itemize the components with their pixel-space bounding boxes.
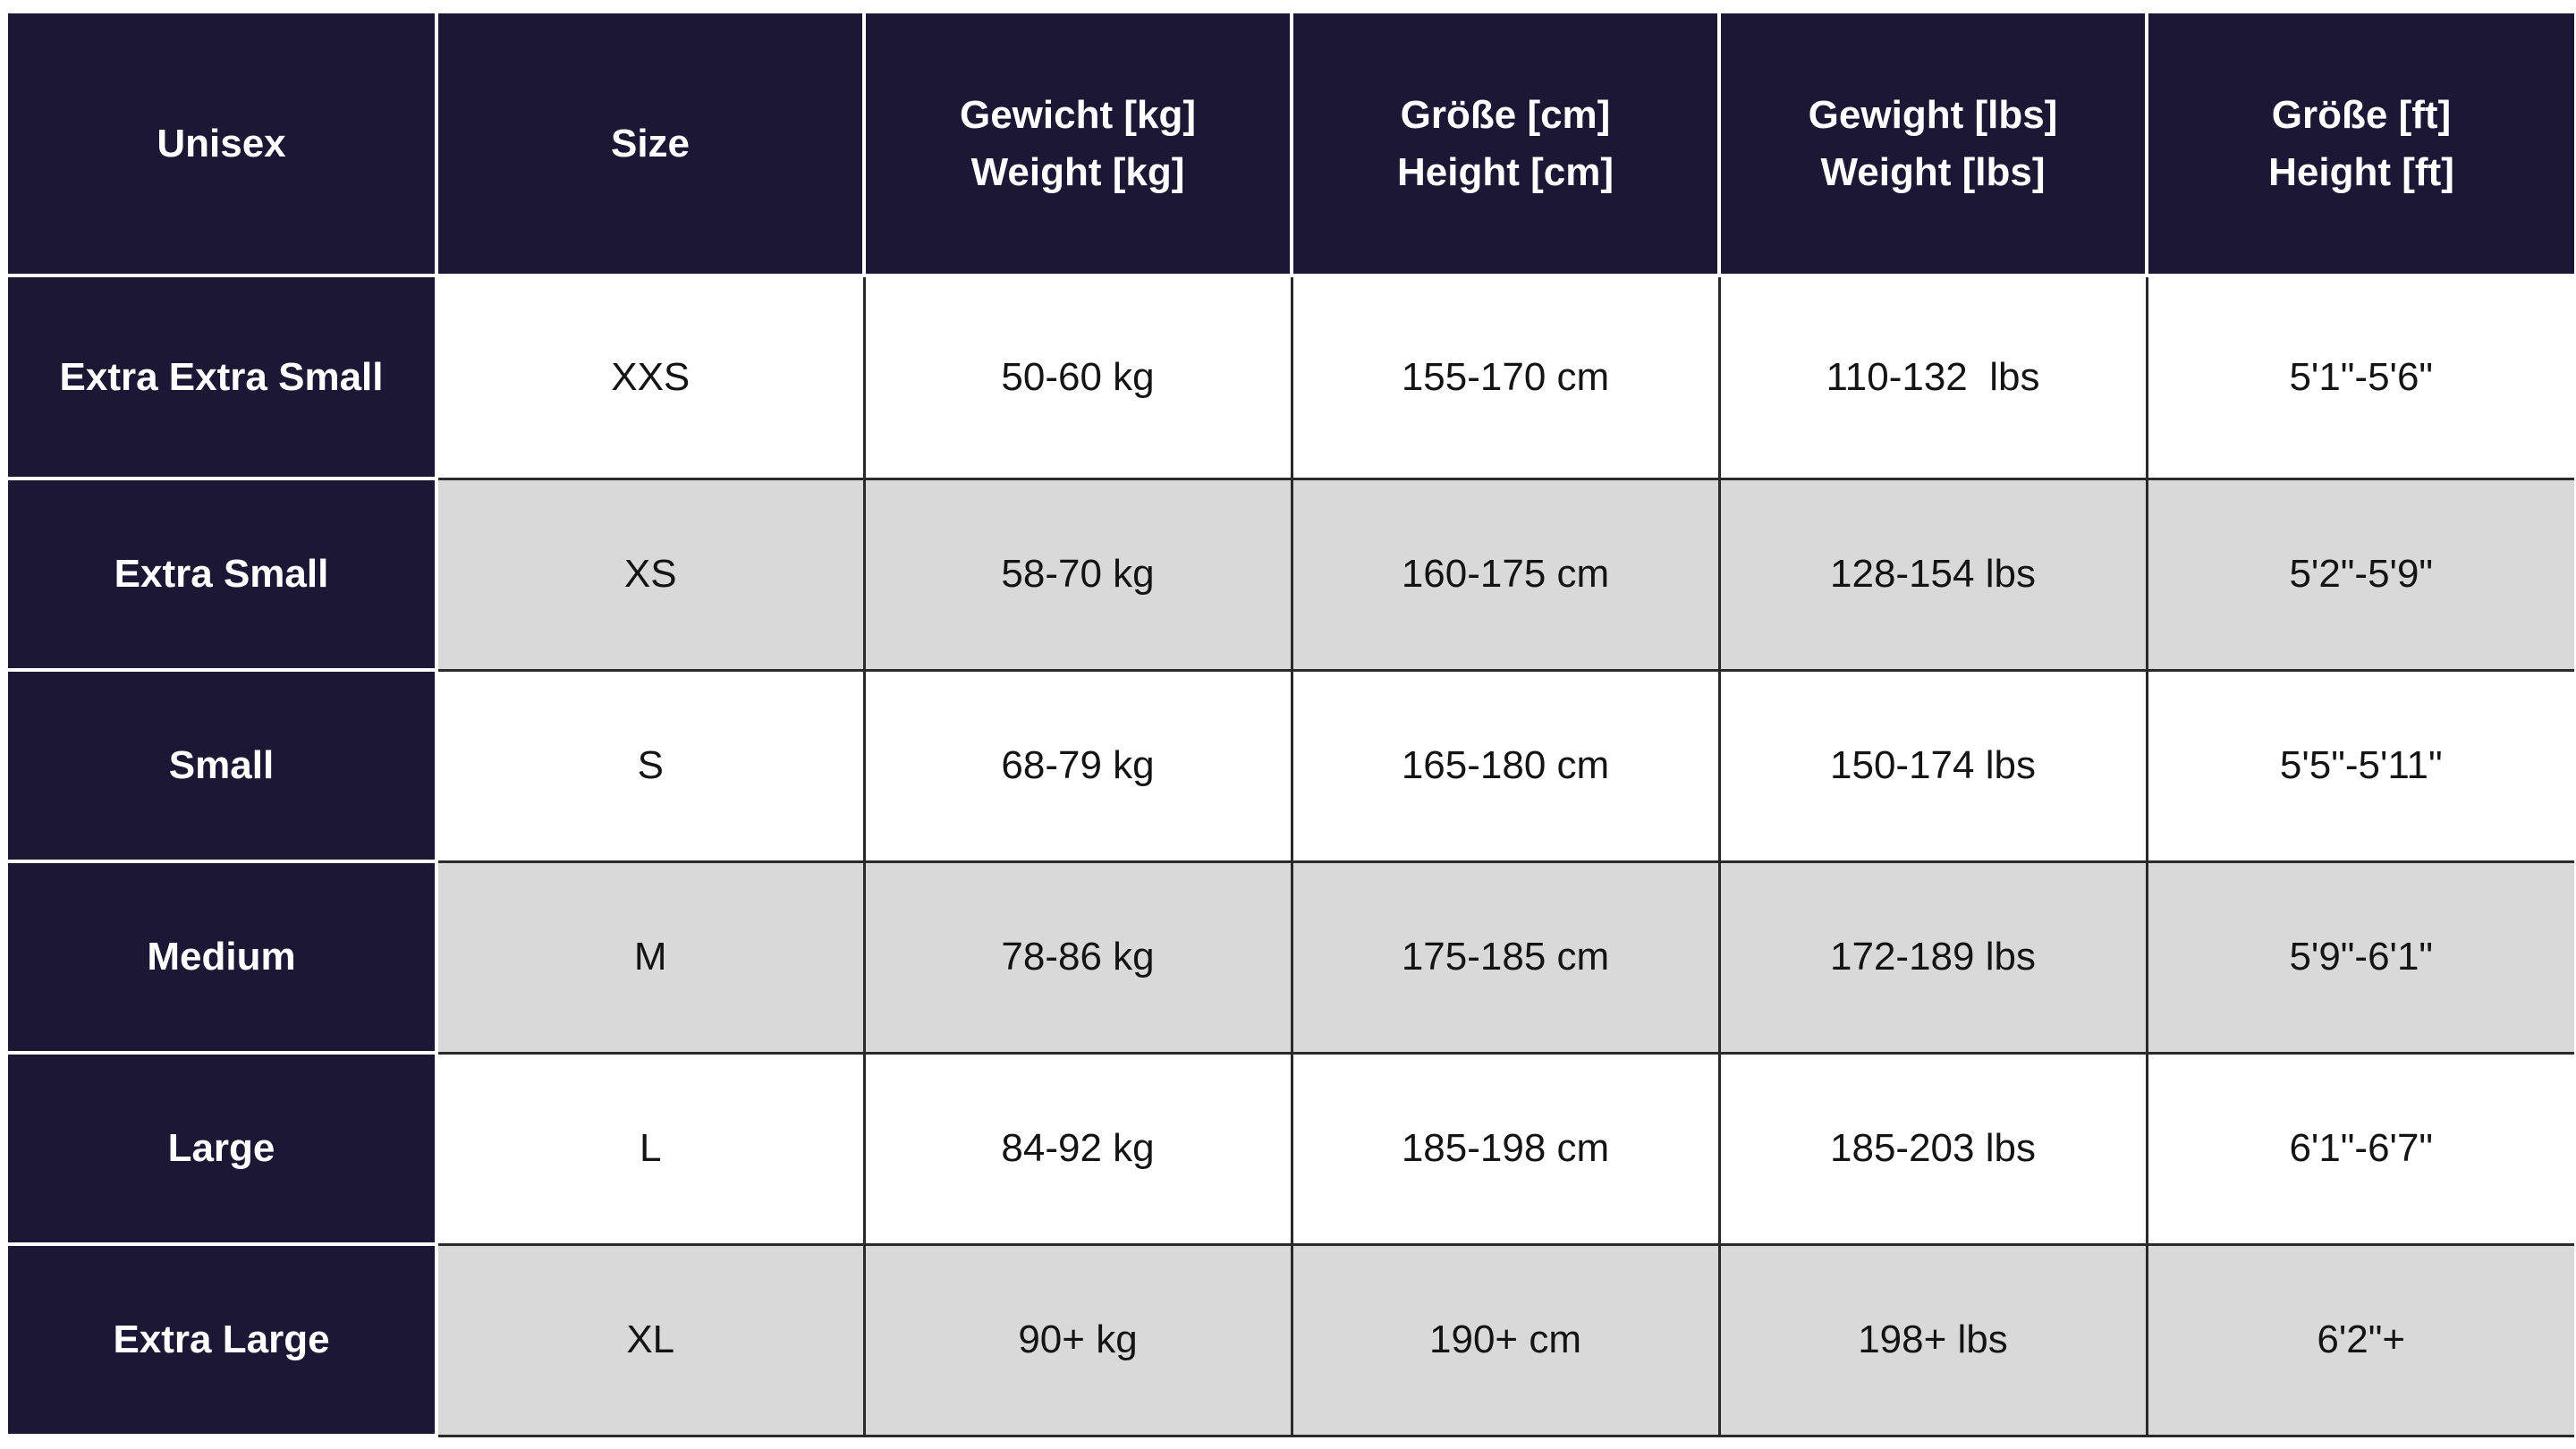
table-row: [8, 861, 2574, 1053]
height-cm-cell: 160-175 cm: [1292, 479, 1719, 670]
header-row: [8, 13, 2574, 275]
header-line: Unisex: [157, 121, 286, 165]
height-ft-cell: 5'9"-6'1": [2147, 861, 2574, 1053]
header-line-de: Größe [cm]: [1400, 92, 1611, 137]
header-line-de: Gewicht [kg]: [959, 92, 1197, 137]
size-code-cell: XXS: [436, 275, 864, 479]
table-row: [8, 1053, 2574, 1244]
size-code-cell: XS: [436, 479, 864, 670]
table-row: [8, 1244, 2574, 1436]
row-label: Extra Large: [8, 1244, 436, 1436]
weight-kg-cell: 58-70 kg: [864, 479, 1292, 670]
weight-lbs-cell: 172-189 lbs: [1719, 861, 2147, 1053]
row-label: Small: [8, 670, 436, 861]
weight-lbs-cell: 128-154 lbs: [1719, 479, 2147, 670]
header-unisex: [8, 13, 436, 275]
table-row: [8, 670, 2574, 861]
header-size: [436, 13, 864, 275]
header-line: Size: [610, 121, 691, 165]
weight-kg-cell: 90+ kg: [864, 1244, 1292, 1436]
header-line-en: Height [ft]: [2268, 149, 2454, 194]
height-cm-cell: 185-198 cm: [1292, 1053, 1719, 1244]
header-line-en: Weight [lbs]: [1820, 149, 2046, 194]
row-label: Large: [8, 1053, 436, 1244]
height-ft-cell: 6'1"-6'7": [2147, 1053, 2574, 1244]
header-line-en: Weight [kg]: [970, 149, 1185, 194]
weight-lbs-cell: 185-203 lbs: [1719, 1053, 2147, 1244]
weight-kg-cell: 84-92 kg: [864, 1053, 1292, 1244]
row-label: Medium: [8, 861, 436, 1053]
height-ft-cell: 5'1"-5'6": [2147, 275, 2574, 479]
weight-lbs-cell: 150-174 lbs: [1719, 670, 2147, 861]
weight-kg-cell: 68-79 kg: [864, 670, 1292, 861]
size-chart-table: [8, 13, 2574, 1437]
size-code-cell: XL: [436, 1244, 864, 1436]
height-ft-cell: 6'2"+: [2147, 1244, 2574, 1436]
row-label: Extra Extra Small: [8, 275, 436, 479]
header-line-en: Height [cm]: [1397, 149, 1614, 194]
weight-lbs-cell: 110-132 lbs: [1719, 275, 2147, 479]
height-cm-cell: 155-170 cm: [1292, 275, 1719, 479]
size-code-cell: M: [436, 861, 864, 1053]
height-ft-cell: 5'2"-5'9": [2147, 479, 2574, 670]
header-weight-kg: [864, 13, 1292, 275]
height-cm-cell: 165-180 cm: [1292, 670, 1719, 861]
weight-lbs-cell: 198+ lbs: [1719, 1244, 2147, 1436]
height-cm-cell: 190+ cm: [1292, 1244, 1719, 1436]
header-height-ft: [2147, 13, 2574, 275]
table-row: [8, 479, 2574, 670]
height-ft-cell: 5'5"-5'11": [2147, 670, 2574, 861]
header-line-de: Gewight [lbs]: [1808, 92, 2058, 137]
weight-kg-cell: 50-60 kg: [864, 275, 1292, 479]
header-line-de: Größe [ft]: [2271, 92, 2452, 137]
header-weight-lbs: [1719, 13, 2147, 275]
size-code-cell: L: [436, 1053, 864, 1244]
weight-kg-cell: 78-86 kg: [864, 861, 1292, 1053]
height-cm-cell: 175-185 cm: [1292, 861, 1719, 1053]
size-code-cell: S: [436, 670, 864, 861]
header-height-cm: [1292, 13, 1719, 275]
row-label: Extra Small: [8, 479, 436, 670]
table-row: [8, 275, 2574, 479]
